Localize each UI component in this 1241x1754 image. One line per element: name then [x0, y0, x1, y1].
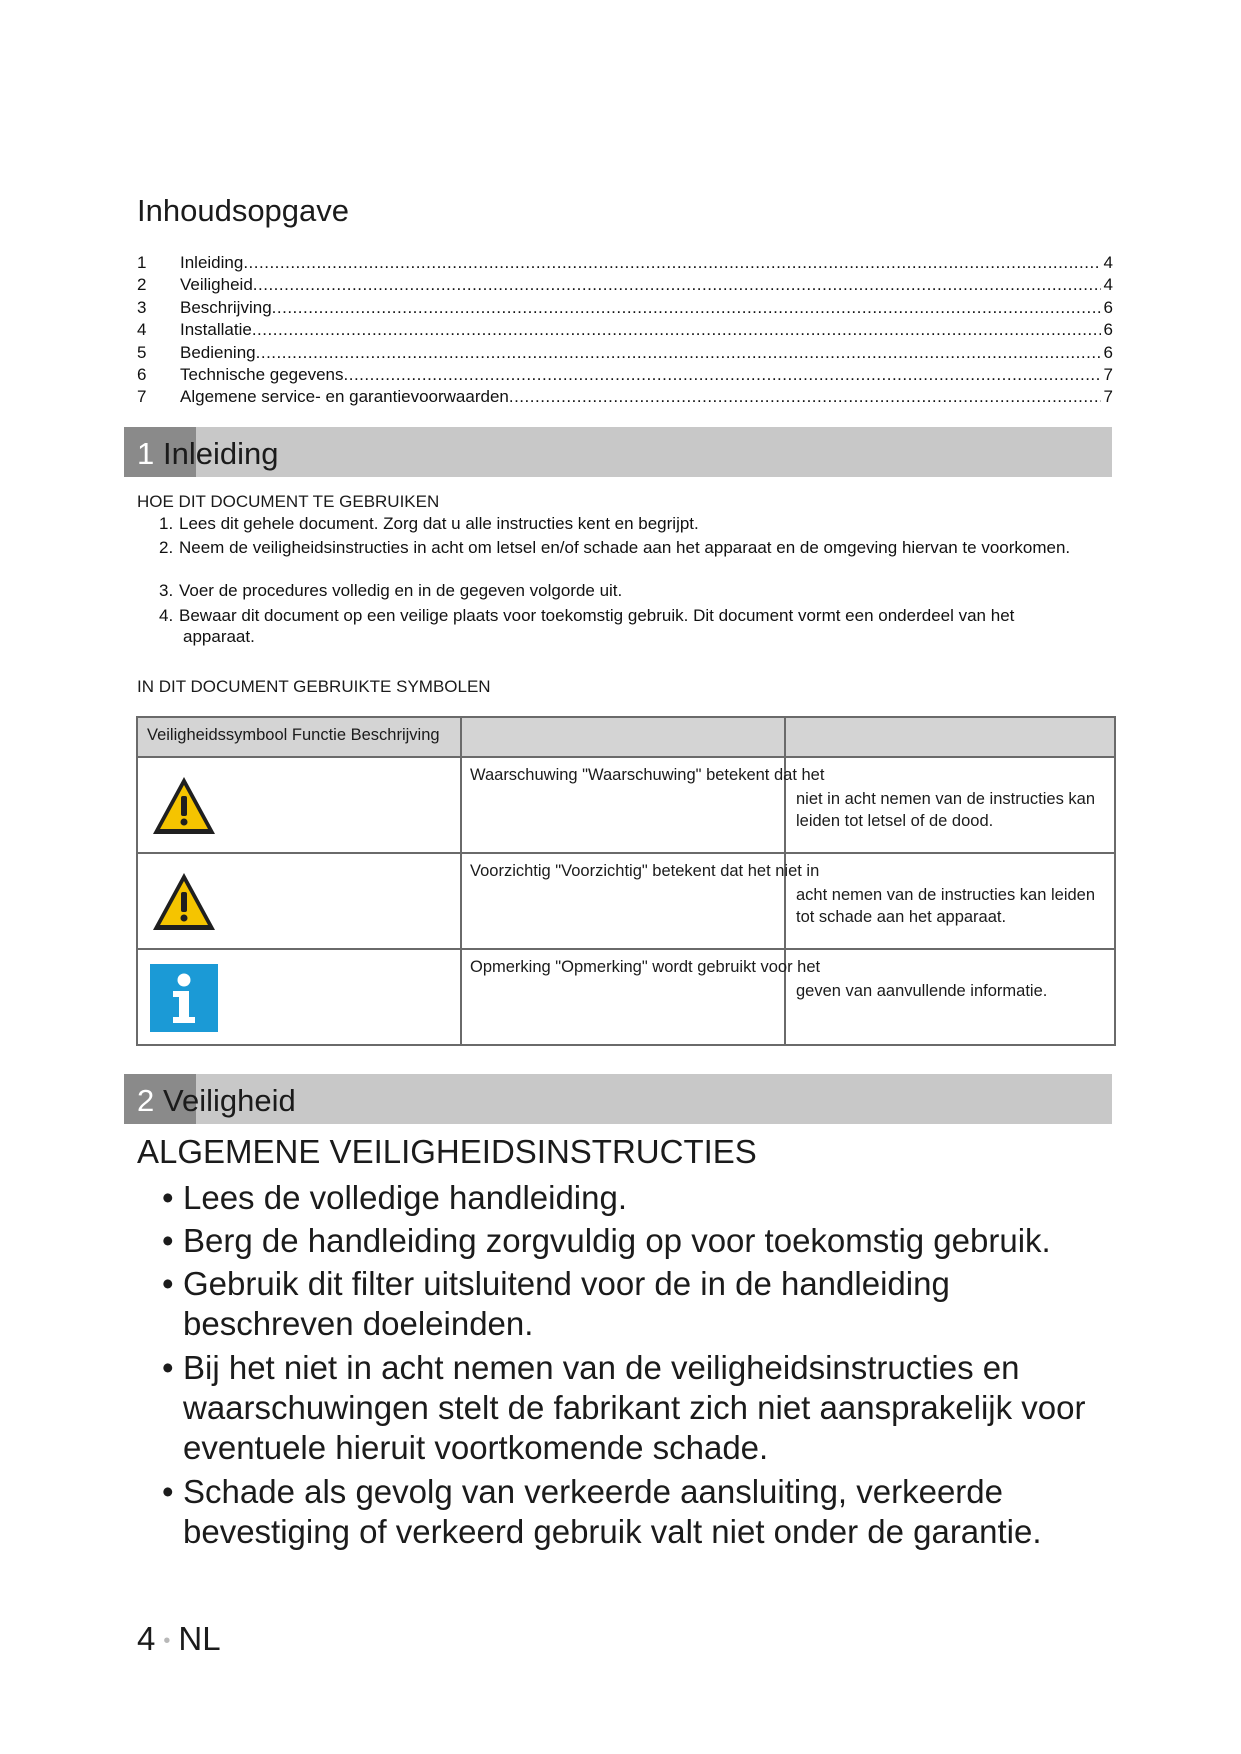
toc-entry-label: Inleiding .....: [180, 252, 1113, 274]
table-header-text: Veiligheidssymbool Functie Beschrijving: [147, 726, 440, 744]
symbol-description-lead: Waarschuwing "Waarschuwing" betekent dat het: [470, 766, 825, 784]
toc-entry-label: Technische gegevens .....: [180, 364, 1113, 386]
warning-triangle-icon: [150, 772, 218, 840]
toc-entry-number: 6: [137, 365, 147, 384]
caution-triangle-icon: [150, 868, 218, 936]
toc-entry-page: 7: [1101, 386, 1113, 408]
symbol-description: acht nemen van de instructies kan leiden tot schade aan het apparaat.: [796, 886, 1096, 926]
symbol-description: niet in acht nemen van de instructies kan leiden tot letsel of de dood.: [796, 790, 1096, 830]
toc-entry[interactable]: [137, 364, 1113, 386]
symbol-cell: [137, 949, 461, 1045]
bullet-text: Lees de volledige handleiding.: [183, 1179, 628, 1216]
instruction-step: [137, 605, 1087, 647]
usage-heading: HOE DIT DOCUMENT TE GEBRUIKEN: [137, 492, 440, 511]
toc-entry-page: 4: [1101, 252, 1113, 274]
toc-entry-number: 5: [137, 343, 147, 362]
info-icon: [150, 964, 218, 1032]
description-cell: [785, 757, 1115, 853]
table-header-cell: [461, 717, 785, 757]
step-number: 3.: [159, 581, 174, 600]
toc-entry[interactable]: [137, 386, 1113, 408]
bullet-text: Bij het niet in acht nemen van de veiligheidsinstructies en waarschuwingen stelt de fabrikant zich niet aansprakelijk voor eventuele hieruit voortkomende schade.: [183, 1349, 1086, 1466]
table-row: [137, 853, 1115, 949]
instruction-step: [137, 580, 1087, 601]
function-cell: [461, 853, 820, 949]
symbol-description: geven van aanvullende informatie.: [796, 982, 1048, 1000]
bullet-glyph: •: [162, 1265, 174, 1302]
symbols-table: [136, 716, 1116, 1046]
toc-entry[interactable]: [137, 319, 1113, 341]
bullet-glyph: •: [162, 1473, 174, 1510]
symbol-cell: [137, 757, 461, 853]
table-header-row: [137, 717, 1115, 757]
section-header-veiligheid: [124, 1074, 1112, 1124]
toc-entry[interactable]: [137, 274, 1113, 296]
safety-bullet: [137, 1264, 1127, 1344]
table-row: [137, 757, 1115, 853]
instruction-step: [137, 513, 1087, 534]
toc-entry-page: 6: [1101, 297, 1113, 319]
bullet-text: Berg de handleiding zorgvuldig op voor toekomstig gebruik.: [183, 1222, 1051, 1259]
instruction-step: [137, 537, 1087, 558]
bullet-text: Gebruik dit filter uitsluitend voor de in de handleiding beschreven doeleinden.: [183, 1265, 950, 1342]
symbols-heading: IN DIT DOCUMENT GEBRUIKTE SYMBOLEN: [137, 677, 491, 696]
general-safety-heading: ALGEMENE VEILIGHEIDSINSTRUCTIES: [137, 1133, 757, 1170]
toc-entry-label: Algemene service- en garantievoorwaarden .....: [180, 386, 1113, 408]
description-cell: [785, 949, 1115, 1045]
toc-entry-page: 6: [1101, 319, 1113, 341]
table-header-cell: [137, 717, 461, 757]
section-header-inleiding: [124, 427, 1112, 477]
section-number: 1: [137, 436, 155, 471]
toc-entry-label: Bediening .....: [180, 342, 1113, 364]
bullet-text: Schade als gevolg van verkeerde aansluiting, verkeerde bevestiging of verkeerd gebruik valt niet onder de garantie.: [183, 1473, 1042, 1550]
safety-bullet: [137, 1472, 1127, 1552]
toc-entry-page: 6: [1101, 342, 1113, 364]
safety-bullet: [137, 1348, 1127, 1468]
language-code: NL: [178, 1620, 221, 1657]
table-row: [137, 949, 1115, 1045]
safety-bullet: [137, 1178, 1127, 1218]
bullet-glyph: •: [162, 1222, 174, 1259]
symbol-description-lead: Opmerking "Opmerking" wordt gebruikt voor het: [470, 958, 821, 976]
toc-entry-label: Beschrijving .....: [180, 297, 1113, 319]
toc-entry-label: Installatie .....: [180, 319, 1113, 341]
section-number: 2: [137, 1083, 155, 1118]
toc-entry[interactable]: [137, 297, 1113, 319]
section-title: Inleiding: [163, 436, 279, 471]
toc-entry[interactable]: [137, 252, 1113, 274]
toc-entry-page: 4: [1101, 274, 1113, 296]
step-text: Lees dit gehele document. Zorg dat u alle instructies kent en begrijpt.: [179, 514, 699, 533]
toc-entry-number: 2: [137, 275, 147, 294]
step-number: 1.: [159, 514, 174, 533]
toc-entry-number: 1: [137, 253, 147, 272]
function-cell: [461, 757, 825, 853]
toc-entry[interactable]: [137, 342, 1113, 364]
toc-title: Inhoudsopgave: [137, 193, 350, 228]
function-cell: [461, 949, 821, 1045]
step-text: Bewaar dit document op een veilige plaats voor toekomstig gebruik. Dit document vormt een onderdeel van het apparaat.: [179, 606, 1015, 646]
bullet-glyph: •: [162, 1349, 174, 1386]
toc-entry-number: 3: [137, 298, 147, 317]
bullet-glyph: •: [162, 1179, 174, 1216]
symbol-description-lead: Voorzichtig "Voorzichtig" betekent dat het niet in: [470, 862, 820, 880]
step-text: Voer de procedures volledig en in de gegeven volgorde uit.: [179, 581, 623, 600]
description-cell: [785, 853, 1115, 949]
toc-entry-page: 7: [1101, 364, 1113, 386]
toc-entry-label: Veiligheid .....: [180, 274, 1113, 296]
toc-entry-number: 7: [137, 387, 147, 406]
symbol-cell: [137, 853, 461, 949]
page-footer: [137, 1620, 221, 1658]
footer-separator: •: [163, 1629, 171, 1652]
safety-bullet: [137, 1221, 1127, 1261]
step-number: 2.: [159, 538, 174, 557]
section-title: Veiligheid: [163, 1083, 296, 1118]
step-number: 4.: [159, 606, 174, 625]
table-header-cell: [785, 717, 1115, 757]
step-text: Neem de veiligheidsinstructies in acht om letsel en/of schade aan het apparaat en de omgeving hiervan te voorkomen.: [179, 538, 1071, 557]
toc-entry-number: 4: [137, 320, 147, 339]
page-number: 4: [137, 1620, 156, 1657]
